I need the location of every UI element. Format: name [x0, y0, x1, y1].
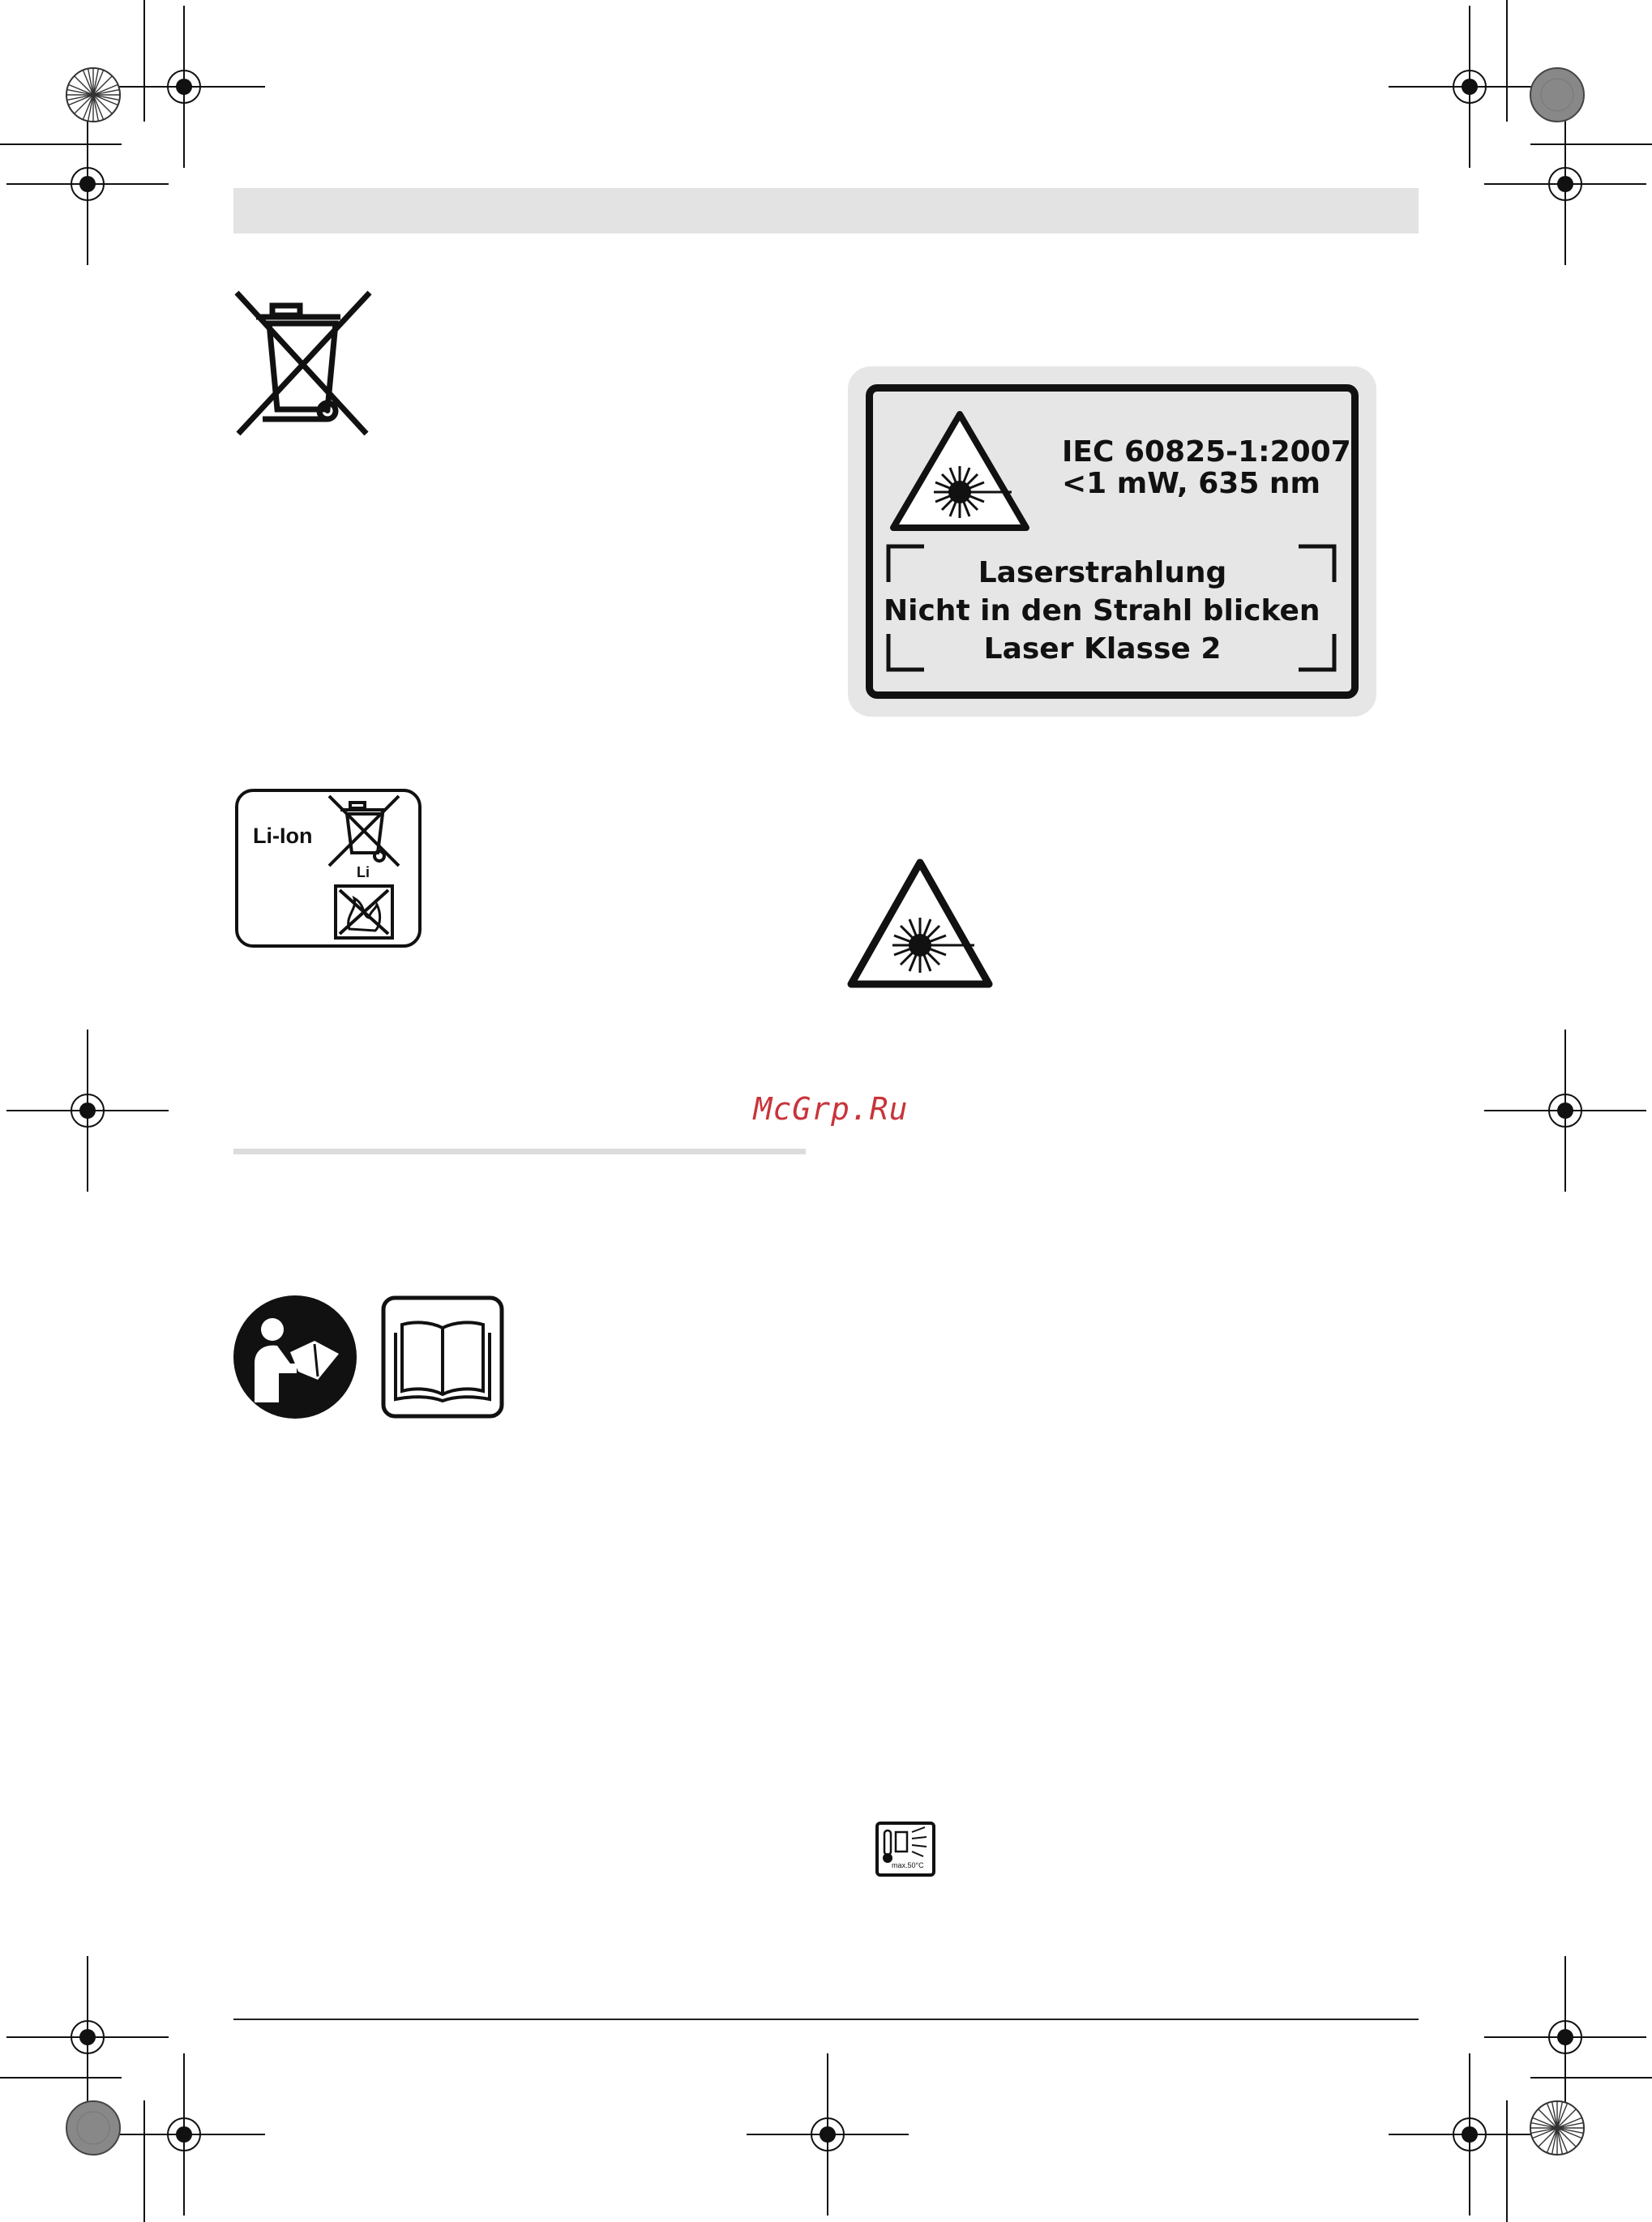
color-wheel-icon [1529, 2100, 1586, 2156]
li-ion-label: Li-Ion [253, 824, 313, 848]
read-manual-person-icon [233, 1295, 357, 1419]
trim-line [0, 2077, 122, 2079]
color-wheel-icon [1529, 66, 1586, 123]
footer-divider [233, 2019, 1419, 2020]
color-wheel-icon [65, 2100, 122, 2156]
laser-label-line-3: Laser Klasse 2 [983, 632, 1222, 666]
laser-label-line-2: Nicht in den Strahl blicken [884, 594, 1320, 627]
registration-mark-icon [1389, 2053, 1551, 2216]
color-wheel-icon [65, 66, 122, 123]
trim-line [1506, 2100, 1508, 2222]
trim-line [1530, 2077, 1652, 2079]
temperature-label: max.50°C [892, 1861, 924, 1869]
trim-line [0, 143, 122, 145]
laser-warning-triangle-icon [888, 409, 1031, 533]
li-small-label: Li [357, 864, 370, 880]
trim-line [143, 2100, 145, 2222]
section-divider [233, 1149, 806, 1154]
laser-standard-text: IEC 60825-1:2007 [1062, 435, 1351, 469]
laser-warning-triangle-icon [846, 858, 994, 989]
trim-line [1506, 0, 1508, 122]
trim-line [143, 0, 145, 122]
laser-power-text: <1 mW, 635 nm [1062, 467, 1321, 500]
registration-mark-icon [103, 2053, 265, 2216]
manual-book-icon [381, 1295, 504, 1419]
registration-mark-icon [6, 1030, 169, 1192]
watermark: McGrp.Ru [753, 1091, 909, 1127]
crossed-out-wheelie-bin-icon [233, 289, 373, 437]
registration-mark-icon [747, 2053, 909, 2216]
trim-line [1530, 143, 1652, 145]
no-fire-water-icon [333, 884, 395, 940]
header-band [233, 188, 1419, 233]
registration-mark-icon [1484, 1030, 1646, 1192]
laser-label-line-1: Laserstrahlung [978, 556, 1227, 589]
crossed-out-wheelie-bin-icon [327, 794, 402, 867]
registration-mark-icon [1484, 103, 1646, 265]
registration-mark-icon [6, 103, 169, 265]
